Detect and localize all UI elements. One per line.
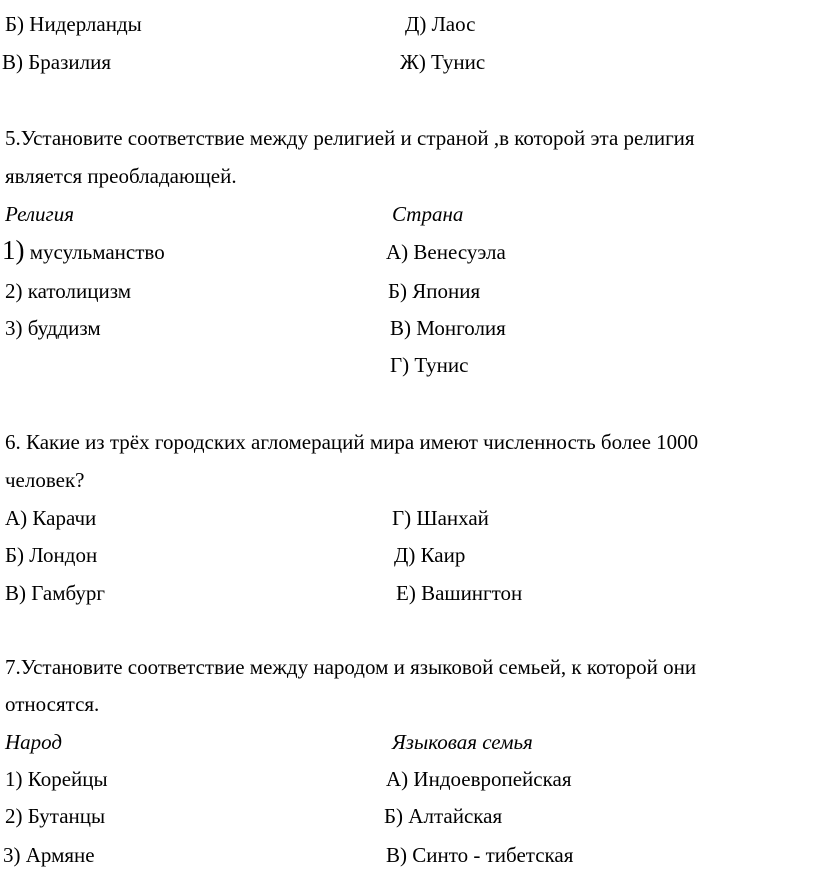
q5-left-item-1 bbox=[2, 237, 165, 264]
q5-right-header: Страна bbox=[392, 202, 464, 226]
q6-text-line2: человек? bbox=[5, 468, 85, 492]
q7-right-item-a: А) Индоевропейская bbox=[386, 767, 572, 791]
prev-answer-v: В) Бразилия bbox=[2, 50, 112, 74]
q6-left-item-v: В) Гамбург bbox=[5, 581, 105, 605]
q5-item1-text: мусульманство bbox=[24, 240, 165, 264]
q7-right-item-v: В) Синто - тибетская bbox=[386, 843, 574, 867]
q6-left-item-b: Б) Лондон bbox=[5, 543, 98, 567]
q6-right-item-g: Г) Шанхай bbox=[392, 506, 489, 530]
prev-answer-d: Д) Лаос bbox=[405, 12, 476, 36]
q6-text-line1: 6. Какие из трёх городских агломераций мира имеют численность более 1000 bbox=[5, 430, 699, 454]
q7-text-line1: 7.Установите соответствие между народом и языковой семьей, к которой они bbox=[5, 655, 697, 679]
prev-answer-zh: Ж) Тунис bbox=[400, 50, 486, 74]
prev-answer-b: Б) Нидерланды bbox=[5, 12, 142, 36]
q6-right-item-e: Е) Вашингтон bbox=[396, 581, 523, 605]
q5-left-header: Религия bbox=[5, 202, 74, 226]
q5-right-item-a: А) Венесуэла bbox=[386, 240, 506, 264]
q5-item1-number: 1) bbox=[2, 235, 25, 265]
q6-left-item-a: А) Карачи bbox=[5, 506, 97, 530]
q5-text-line1: 5.Установите соответствие между религией и страной ,в которой эта религия bbox=[5, 126, 695, 150]
q7-right-item-b: Б) Алтайская bbox=[384, 804, 503, 828]
q5-right-item-v: В) Монголия bbox=[390, 316, 506, 340]
q5-text-line2: является преобладающей. bbox=[5, 164, 237, 188]
q5-right-item-b: Б) Япония bbox=[388, 279, 481, 303]
q6-right-item-d: Д) Каир bbox=[394, 543, 466, 567]
q7-text-line2: относятся. bbox=[5, 692, 100, 716]
q7-left-item-1: 1) Корейцы bbox=[5, 767, 108, 791]
q7-left-item-2: 2) Бутанцы bbox=[5, 804, 106, 828]
q5-left-item-3: 3) буддизм bbox=[5, 316, 101, 340]
q5-right-item-g: Г) Тунис bbox=[390, 353, 469, 377]
q5-left-item-2: 2) католицизм bbox=[5, 279, 132, 303]
q7-left-item-3: 3) Армяне bbox=[3, 843, 95, 867]
q7-right-header: Языковая семья bbox=[392, 730, 533, 754]
q7-left-header: Народ bbox=[5, 730, 63, 754]
